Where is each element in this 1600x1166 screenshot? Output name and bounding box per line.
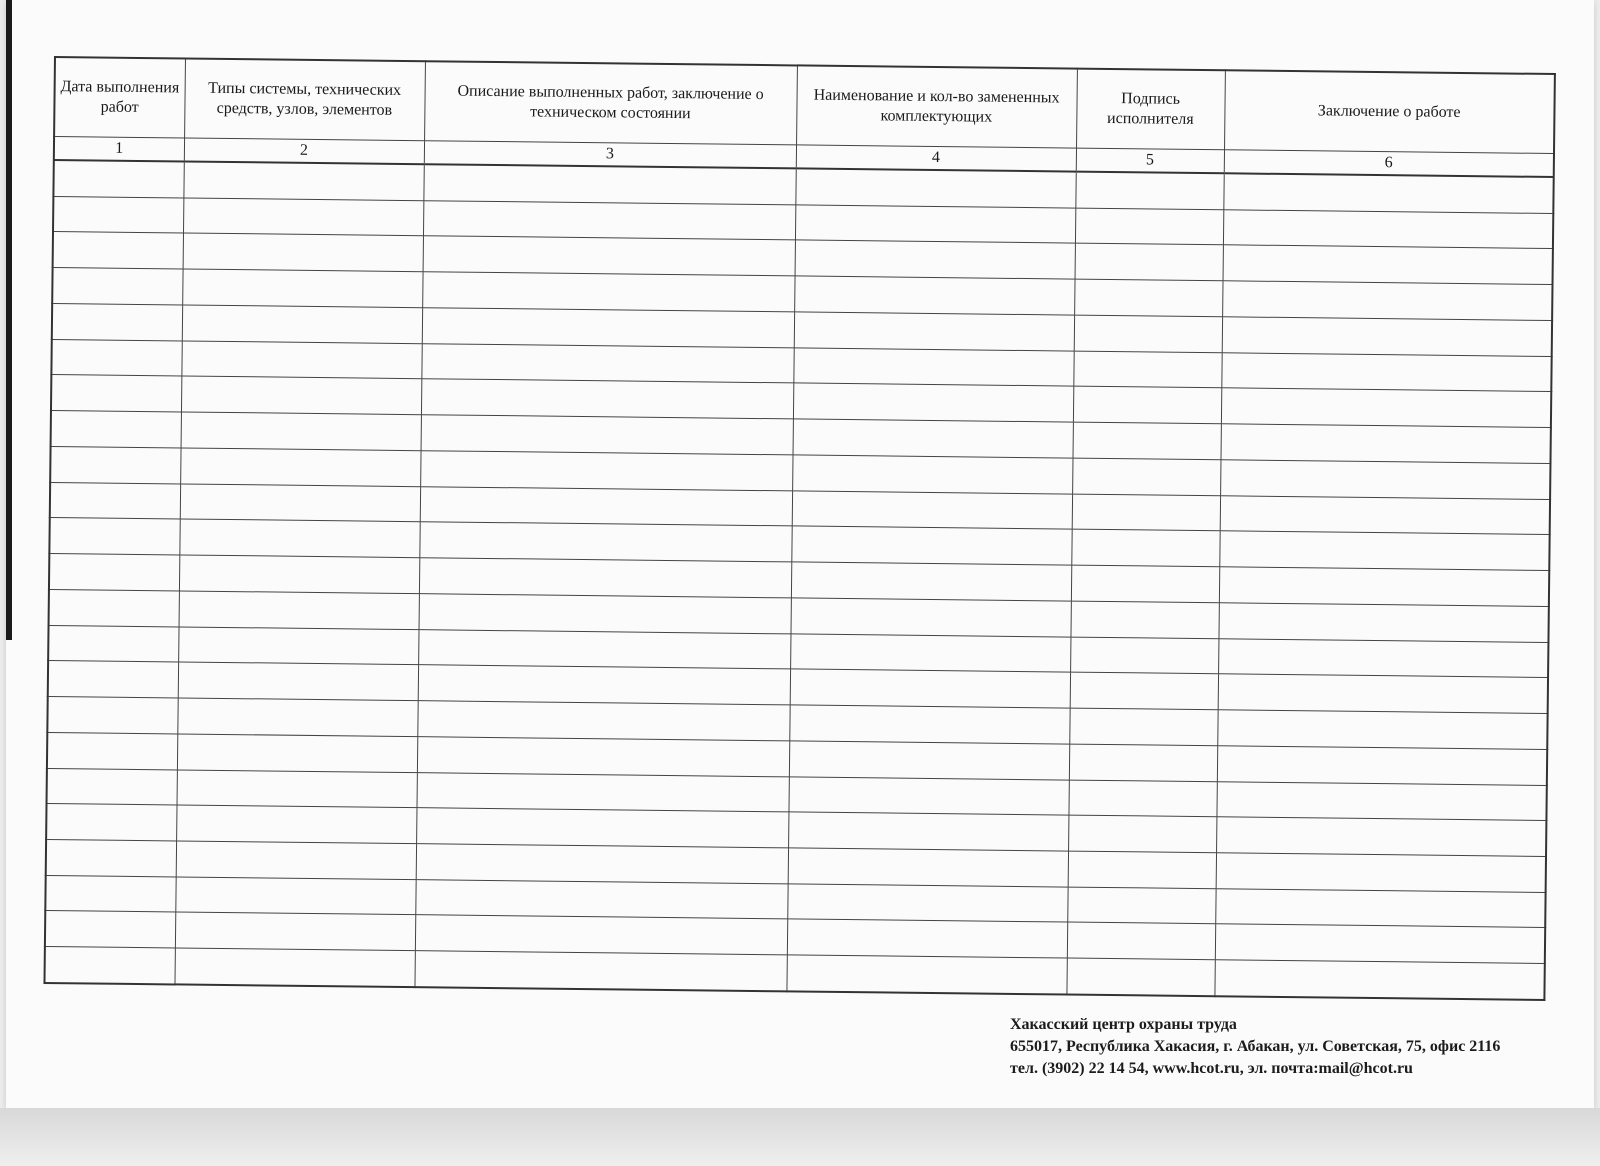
blank-cell: [1216, 853, 1546, 892]
blank-cell: [1067, 922, 1215, 959]
blank-cell: [1220, 495, 1550, 534]
blank-cell: [794, 276, 1074, 315]
column-number: 4: [796, 145, 1076, 172]
column-number: 3: [424, 141, 796, 169]
blank-cell: [1220, 424, 1550, 463]
blank-cell: [182, 269, 422, 307]
blank-cell: [183, 198, 423, 236]
blank-cell: [179, 555, 419, 593]
maintenance-log-table-wrapper: [43, 56, 1553, 1001]
column-number: 2: [184, 138, 424, 164]
blank-cell: [1221, 388, 1551, 427]
blank-cell: [177, 734, 417, 772]
blank-cell: [1216, 817, 1546, 856]
blank-cell: [416, 808, 788, 848]
blank-cell: [1074, 315, 1222, 352]
blank-cell: [422, 308, 794, 348]
blank-cell: [44, 947, 174, 985]
blank-cell: [419, 594, 791, 634]
blank-cell: [180, 484, 420, 522]
blank-cell: [1073, 387, 1221, 424]
column-number: 6: [1224, 150, 1554, 177]
blank-cell: [793, 383, 1073, 422]
blank-cell: [1074, 279, 1222, 316]
blank-cell: [53, 196, 183, 233]
blank-cell: [1071, 565, 1219, 602]
blank-cell: [416, 844, 788, 884]
publisher-contacts: тел. (3902) 22 14 54, www.hcot.ru, эл. почта:mail@hcot.ru: [1010, 1060, 1413, 1077]
blank-cell: [794, 312, 1074, 351]
blank-cell: [423, 164, 795, 204]
blank-cell: [1073, 351, 1221, 388]
blank-cell: [50, 446, 180, 483]
blank-cell: [1073, 422, 1221, 459]
blank-cell: [789, 705, 1069, 744]
blank-cell: [49, 518, 179, 555]
blank-cell: [418, 665, 790, 705]
blank-cell: [789, 741, 1069, 780]
blank-cell: [49, 554, 179, 591]
blank-cell: [181, 376, 421, 414]
column-header-signature: Подпись исполнителя: [1076, 69, 1225, 150]
blank-cell: [788, 776, 1068, 815]
blank-cell: [1218, 674, 1548, 713]
blank-cell: [45, 875, 175, 912]
blank-cell: [417, 736, 789, 776]
blank-cell: [421, 343, 793, 383]
column-number: 1: [54, 137, 184, 162]
blank-cell: [1066, 958, 1214, 996]
blank-cell: [1072, 494, 1220, 531]
blank-cell: [423, 200, 795, 240]
blank-cell: [419, 558, 791, 598]
blank-entry-rows: [44, 160, 1553, 1000]
blank-cell: [53, 160, 183, 198]
blank-cell: [793, 348, 1073, 387]
blank-cell: [1222, 281, 1552, 320]
blank-cell: [1219, 567, 1549, 606]
blank-cell: [175, 877, 415, 915]
blank-cell: [47, 732, 177, 769]
column-header-replaced-parts: Наименование и кол-во замененных комплектующих: [796, 65, 1077, 148]
blank-cell: [1070, 601, 1218, 638]
column-header-work-description: Описание выполненных работ, заключение о техническом состоянии: [424, 61, 797, 145]
blank-cell: [1068, 780, 1216, 817]
publisher-block: [1010, 1014, 1500, 1080]
blank-cell: [174, 948, 414, 987]
blank-cell: [787, 884, 1067, 923]
scanned-page: [6, 0, 1594, 1108]
blank-cell: [1071, 529, 1219, 566]
blank-cell: [792, 491, 1072, 530]
blank-cell: [1068, 851, 1216, 888]
blank-cell: [179, 591, 419, 629]
blank-cell: [415, 879, 787, 919]
blank-cell: [46, 839, 176, 876]
blank-cell: [1075, 208, 1223, 245]
blank-cell: [795, 240, 1075, 279]
blank-cell: [419, 522, 791, 562]
blank-cell: [790, 598, 1070, 637]
blank-cell: [1223, 245, 1553, 284]
column-header-conclusion: Заключение о работе: [1224, 70, 1555, 153]
blank-cell: [788, 848, 1068, 887]
blank-cell: [1067, 887, 1215, 924]
blank-cell: [1214, 960, 1544, 1000]
blank-cell: [1218, 638, 1548, 677]
blank-cell: [415, 915, 787, 955]
blank-cell: [1223, 173, 1553, 213]
publisher-address: 655017, Республика Хакасия, г. Абакан, ул. Советская, 75, офис 2116: [1010, 1038, 1501, 1055]
blank-cell: [48, 625, 178, 662]
blank-cell: [175, 912, 415, 950]
blank-cell: [51, 375, 181, 412]
blank-cell: [48, 661, 178, 698]
blank-cell: [1220, 460, 1550, 499]
blank-cell: [1218, 603, 1548, 642]
blank-cell: [1215, 888, 1545, 927]
blank-cell: [1221, 352, 1551, 391]
column-header-date: Дата выполнения работ: [54, 57, 185, 138]
blank-cell: [1217, 746, 1547, 785]
blank-cell: [46, 804, 176, 841]
blank-cell: [790, 669, 1070, 708]
blank-cell: [50, 482, 180, 519]
blank-cell: [49, 589, 179, 626]
blank-cell: [786, 955, 1066, 995]
blank-cell: [1075, 244, 1223, 281]
blank-cell: [421, 415, 793, 455]
blank-cell: [421, 379, 793, 419]
blank-cell: [1075, 172, 1223, 210]
blank-cell: [178, 627, 418, 665]
blank-cell: [1070, 637, 1218, 674]
blank-cell: [1219, 531, 1549, 570]
blank-cell: [181, 341, 421, 379]
blank-cell: [1223, 210, 1553, 249]
blank-cell: [417, 701, 789, 741]
blank-cell: [45, 911, 175, 948]
column-header-system-types: Типы системы, технических средств, узлов, элементов: [184, 58, 425, 140]
blank-cell: [53, 232, 183, 269]
blank-cell: [177, 769, 417, 807]
publisher-name: Хакасский центр охраны труда: [1010, 1016, 1237, 1033]
blank-cell: [47, 768, 177, 805]
blank-cell: [51, 339, 181, 376]
blank-cell: [52, 268, 182, 305]
blank-cell: [178, 662, 418, 700]
blank-cell: [183, 233, 423, 271]
blank-cell: [795, 168, 1075, 207]
blank-cell: [791, 562, 1071, 601]
blank-cell: [1069, 708, 1217, 745]
blank-cell: [422, 272, 794, 312]
blank-cell: [51, 411, 181, 448]
blank-cell: [420, 486, 792, 526]
blank-cell: [423, 236, 795, 276]
blank-cell: [1215, 924, 1545, 963]
blank-cell: [1217, 710, 1547, 749]
blank-cell: [418, 629, 790, 669]
blank-cell: [181, 412, 421, 450]
blank-cell: [52, 303, 182, 340]
blank-cell: [1216, 781, 1546, 820]
blank-cell: [182, 305, 422, 343]
blank-cell: [792, 455, 1072, 494]
blank-cell: [1222, 317, 1552, 356]
blank-cell: [790, 633, 1070, 672]
blank-cell: [47, 697, 177, 734]
blank-cell: [1070, 672, 1218, 709]
blank-cell: [787, 919, 1067, 958]
maintenance-log-table: [43, 56, 1555, 1001]
blank-cell: [183, 161, 423, 200]
blank-cell: [791, 526, 1071, 565]
blank-cell: [795, 205, 1075, 244]
blank-cell: [176, 805, 416, 843]
blank-cell: [1068, 815, 1216, 852]
scan-edge-shadow: [6, 0, 12, 640]
blank-cell: [420, 451, 792, 491]
blank-cell: [180, 448, 420, 486]
blank-cell: [179, 519, 419, 557]
blank-cell: [793, 419, 1073, 458]
column-number: 5: [1076, 148, 1224, 173]
blank-cell: [414, 951, 786, 992]
blank-cell: [416, 772, 788, 812]
blank-cell: [1069, 744, 1217, 781]
blank-cell: [788, 812, 1068, 851]
blank-cell: [177, 698, 417, 736]
blank-cell: [1072, 458, 1220, 495]
blank-cell: [176, 841, 416, 879]
scanner-bed-edge: [0, 1108, 1600, 1166]
